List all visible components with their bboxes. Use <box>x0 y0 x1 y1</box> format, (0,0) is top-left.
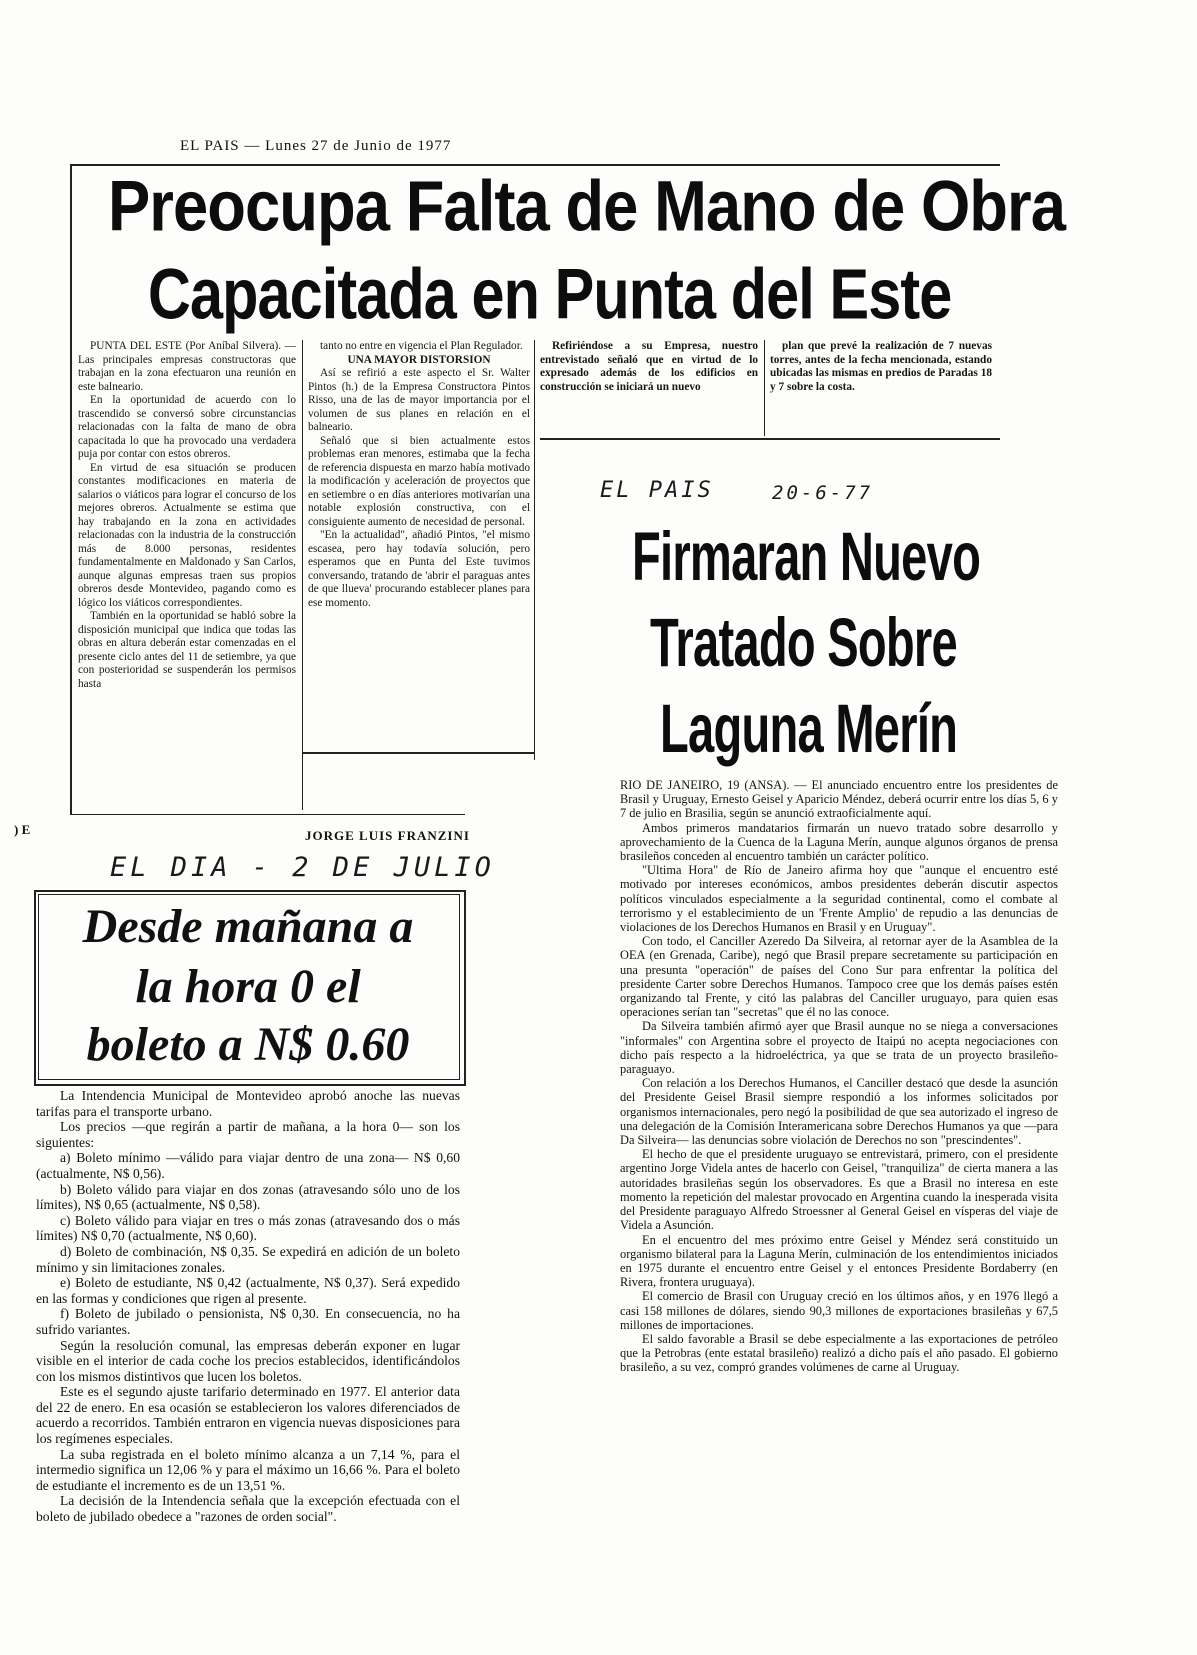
paragraph: Ambos primeros mandatarios firmarán un nuevo tratado sobre desarrollo y aprovechamiento de la Cuenca de la Laguna Merín, aunque algunos órganos de prensa brasileños conceden al encuentro también un carácter político. <box>620 820 1058 864</box>
clip3-headline-line3: boleto a N$ 0.60 <box>86 1018 410 1071</box>
clip1-col-divider-2 <box>534 340 535 760</box>
clip2-handwritten-source: EL PAIS <box>600 478 714 503</box>
paragraph: PUNTA DEL ESTE (Por Aníbal Silvera). — Las principales empresas constructoras que trabajan en la zona efectuaron una reunión en este balneario. <box>78 340 296 393</box>
paragraph: En la oportunidad de acuerdo con lo trascendido se conversó sobre circunstancias relacionadas con la falta de mano de obra capacitada lo que ha provocado una verdadera puja por contar con estos obreros. <box>78 394 296 460</box>
clip1-column-4 <box>770 340 992 394</box>
clip3-handwritten-source: EL DIA - 2 DE JULIO <box>110 852 495 883</box>
clip1-col-divider-3 <box>764 340 765 436</box>
paragraph: Da Silveira también afirmó ayer que Brasil aunque no se niega a conversaciones "informales" con Argentina sobre el proyecto de Itaipú no acepta negociaciones con dicho país respecto a la hidroeléctrica, ya que se trata de un proyecto brasileño-paraguayo. <box>620 1019 1058 1077</box>
paragraph: Con todo, el Canciller Azeredo Da Silveira, al retornar ayer de la Asamblea de la OEA (en Grenada, Caribe), negó que Brasil prepare secretamente su participación en una presunta "operación" de países del Cono Sur para enfrentar la política del presidente Carter sobre Derechos Humanos. Tampoco cree que los demás países estén organizando tal Frente, y citó las palabras del Canciller uruguayo, para quien esas operaciones serían tan "secretas" que él no las conoce. <box>620 934 1058 1020</box>
clip1-column-3 <box>540 340 758 394</box>
paragraph: Según la resolución comunal, las empresas deberán exponer en lugar visible en el interior de cada coche los precios establecidos, identificándolos con los mismos distintivos que lucen los boletos. <box>36 1337 460 1384</box>
paragraph: La Intendencia Municipal de Montevideo aprobó anoche las nuevas tarifas para el transporte urbano. <box>36 1088 460 1119</box>
paragraph: El saldo favorable a Brasil se debe especialmente a las exportaciones de petróleo que la Petrobras (ente estatal brasileño) realizó a dicho país el año pasado. El gobierno brasileño, a su vez, compró grandes volúmenes de carne al Uruguay. <box>620 1331 1058 1375</box>
paragraph: Así se refirió a este aspecto el Sr. Walter Pintos (h.) de la Empresa Constructora Pintos Risso, una de las de mayor importancia por el volumen de sus planes en relación en el balneario. <box>308 367 530 433</box>
paragraph: Este es el segundo ajuste tarifario determinado en 1977. El anterior data del 22 de enero. En esa ocasión se establecieron los valores diferenciados de acuerdo a recorridos. También entraron en vigencia nuevas disposiciones para los regímenes especiales. <box>36 1384 460 1447</box>
clip1-col-divider-1 <box>302 340 303 810</box>
paragraph: Refiriéndose a su Empresa, nuestro entrevistado señaló que en virtud de lo expresado además de los edificios en construcción se iniciará un nuevo <box>540 340 758 393</box>
clip2-body <box>620 778 1058 1375</box>
paragraph: Señaló que si bien actualmente estos problemas eran menores, estimaba que la fecha de referencia dispuesta en marzo había motivado la modificación y aceleración de proyectos que en setiembre o en días anteriores motivarían una notable explosión constructiva, con el consiguiente aumento de necesidad de personal. <box>308 434 530 528</box>
paragraph: Con relación a los Derechos Humanos, el Canciller destacó que desde la asunción del Presidente Geisel Brasil siempre respondió a los informes solicitados por organismos internacionales, pero negó la posibilidad de que sea autorizado el ingreso de una delegación de la Comisión Interamericana sobre Derechos Humanos ya que —para Da Silveira— las denuncias sobre violación de Derechos no son "prescindentes". <box>620 1076 1058 1148</box>
clip1-headline-line1: Preocupa Falta de Mano de Obra <box>108 165 1066 246</box>
clip1-column-2 <box>308 340 530 610</box>
clip1-byline: JORGE LUIS FRANZINI <box>305 828 470 843</box>
paragraph: En virtud de esa situación se producen constantes modificaciones en materia de salarios o viáticos para lograr el concurso de los mejores obreros. Actualmente se estima que hay trabajando en la zona en actividades relacionadas con la industria de la construcción más de 8.000 personas, residentes fundamentalmente en Maldonado y San Carlos, aunque algunas empresas traen sus propios obreros desde Montevideo, pagando como es lógico los viáticos correspondientes. <box>78 461 296 609</box>
paragraph: El hecho de que el presidente uruguayo se entrevistará, primero, con el presidente argentino Jorge Videla antes de hacerlo con Geisel, "tranquiliza" de cierta manera a las autoridades brasileñas según los observadores. Es que a Brasil no interesa en este momento la repetición del malestar provocado en Argentina cuando la inesperada visita del Presidente paraguayo Alfredo Stroessner al General Geisel en vísperas del viaje de Videla a Asunción. <box>620 1147 1058 1233</box>
list-item: f) Boleto de jubilado o pensionista, N$ 0,30. En consecuencia, no ha sufrido variantes. <box>36 1306 460 1337</box>
clip1-bottom-rule <box>70 814 465 815</box>
list-item: d) Boleto de combinación, N$ 0,35. Se expedirá en adición de un boleto mínimo y sin limitaciones zonales. <box>36 1243 460 1275</box>
list-item: e) Boleto de estudiante, N$ 0,42 (actualmente, N$ 0,37). Será expedido en las formas y condiciones que rigen al presente. <box>36 1275 460 1306</box>
clip2-headline-line3: Laguna Merín <box>660 691 958 768</box>
subhead: UNA MAYOR DISTORSION <box>347 353 491 366</box>
paragraph: En el encuentro del mes próximo entre Geisel y Méndez será constituido un organismo bilateral para la Laguna Merín, culminación de los entendimientos iniciados en 1975 durante el encuentro entre Geisel y el entonces Presidente Bordaberry (en Rivera, frontera uruguaya). <box>620 1232 1058 1290</box>
paragraph: RIO DE JANEIRO, 19 (ANSA). — El anunciado encuentro entre los presidentes de Brasil y Uruguay, Ernesto Geisel y Aparicio Méndez, deberá ocurrir entre los días 5, 6 y 7 de julio en Brasilia, según se anunció extraoficialmente aquí. <box>620 778 1058 821</box>
list-item: b) Boleto válido para viajar en dos zonas (atravesando sólo uno de los límites), N$ 0,65 (actualmente, N$ 0,58). <box>36 1181 460 1213</box>
paragraph: Los precios —que regirán a partir de mañana, a la hora 0— son los siguientes: <box>36 1119 460 1150</box>
clip1-left-rule <box>70 164 72 814</box>
clip2-handwritten-date: 20-6-77 <box>772 482 874 504</box>
clip1-headline-line2: Capacitada en Punta del Este <box>148 253 952 334</box>
clip1-column-1 <box>78 340 296 691</box>
paragraph: También en la oportunidad se habló sobre la disposición municipal que indica que todas las obras en altura deberán estar comenzadas en el presente ciclo antes del 11 de setiembre, ya que con posterioridad se suspenderán los permisos hasta <box>78 610 296 690</box>
clip1-right-bottom-rule <box>540 438 1000 440</box>
clip2-headline-line1: Firmaran Nuevo <box>632 519 981 596</box>
clip3-body <box>36 1088 460 1525</box>
paragraph: La suba registrada en el boleto mínimo alcanza a un 7,14 %, para el intermedio significa un 12,06 % y para el máximo un 16,66 %. Para el boleto de estudiante el incremento es de un 13,51 %. <box>36 1446 460 1493</box>
list-item: c) Boleto válido para viajar en tres o más zonas (atravesando dos o más límites) N$ 0,70 (actualmente, N$ 0,60). <box>36 1212 460 1244</box>
paragraph: tanto no entre en vigencia el Plan Regulador. <box>320 340 523 352</box>
list-item: a) Boleto mínimo —válido para viajar dentro de una zona— N$ 0,60 (actualmente, N$ 0,56). <box>36 1150 460 1181</box>
clip1-col2-bottom-rule <box>302 752 534 754</box>
clip1-margin-mark: ) E <box>14 822 31 837</box>
clip2-headline-line2: Tratado Sobre <box>650 605 957 682</box>
clip1-masthead: EL PAIS — Lunes 27 de Junio de 1977 <box>180 138 452 154</box>
clip3-headline-line2: la hora 0 el <box>135 960 361 1013</box>
paragraph: plan que prevé la realización de 7 nuevas torres, antes de la fecha mencionada, estando ubicadas las mismas en predios de Paradas 18 y 7 sobre la costa. <box>770 340 992 393</box>
paragraph: "Ultima Hora" de Río de Janeiro afirma hoy que "aunque el encuentro esté motivado por intereses económicos, ambos presidentes deberán discutir aspectos políticos vinculados especialmente a la seguridad continental, como el combate al terrorismo y el establecimiento de un 'Frente Amplio' de repudio a las denuncias de violaciones de los Derechos Humanos en Brasil y en Uruguay". <box>620 863 1058 935</box>
paragraph: El comercio de Brasil con Uruguay creció en los últimos años, y en 1976 llegó a casi 158 millones de dólares, siendo 90,3 millones de exportaciones brasileñas y 67,5 millones de importaciones. <box>620 1289 1058 1332</box>
clip3-headline-line1: Desde mañana a <box>82 900 414 953</box>
paragraph: "En la actualidad", añadió Pintos, "el mismo escasea, pero hay todavía solución, pero esperamos que en Punta del Este tuvimos conversando, tratando de 'abrir el paraguas antes de que llueva' procurando establecer planes para ese momento. <box>308 529 530 609</box>
paragraph: La decisión de la Intendencia señala que la excepción efectuada con el boleto de jubilado obedece a "razones de orden social". <box>36 1493 460 1525</box>
